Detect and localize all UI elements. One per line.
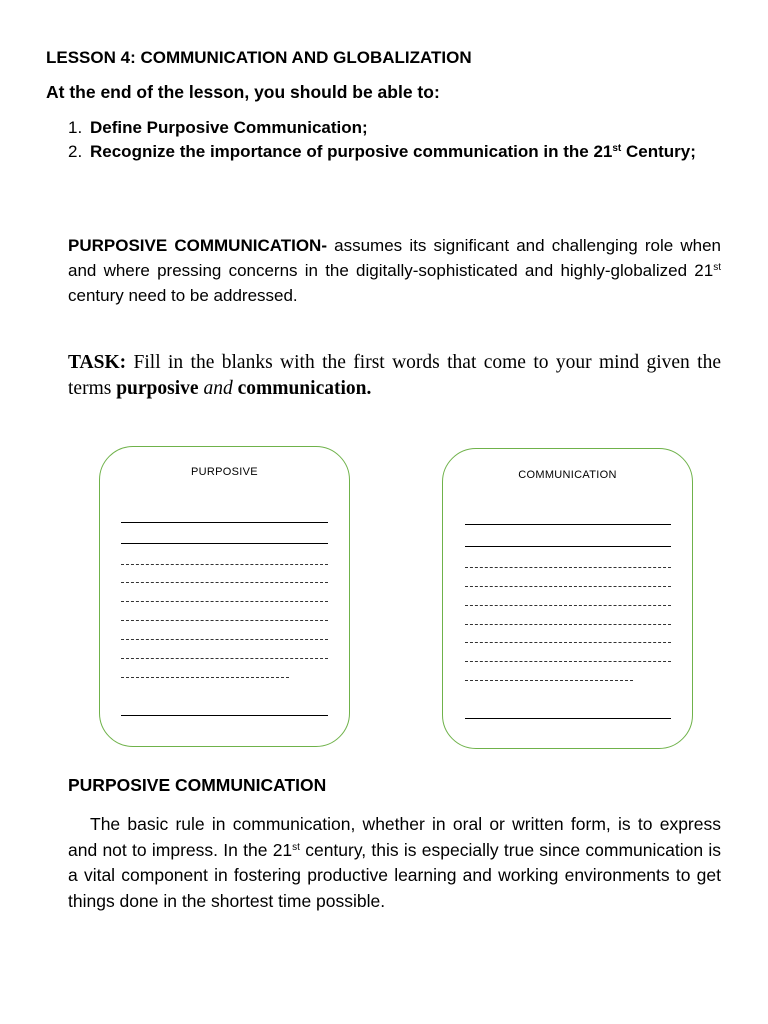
blank-line[interactable] — [121, 715, 328, 716]
task-text: Fill in the blanks with the first words that come to your mind given the terms — [68, 352, 721, 399]
blank-line[interactable] — [465, 546, 671, 547]
blank-line[interactable] — [465, 661, 671, 662]
definition-paragraph — [68, 233, 721, 308]
blank-line[interactable] — [121, 601, 328, 602]
paragraph-text-end: century, this is especially true since communication is a vital component in fostering productive learning and working environments to get things done in the shortest time possible. — [68, 839, 721, 911]
definition-text: assumes its significant and challenging role when and where pressing concerns in the digitally-sophisticated and highly-globalized 21 — [68, 236, 721, 280]
blank-line[interactable] — [121, 543, 328, 544]
blank-line[interactable] — [465, 605, 671, 606]
objectives-list — [68, 116, 723, 164]
blank-line[interactable] — [121, 620, 328, 621]
task-term-communication: communication. — [237, 378, 372, 399]
section-heading: PURPOSIVE COMMUNICATION — [68, 775, 327, 795]
list-item — [68, 140, 723, 164]
task-instructions — [68, 350, 721, 402]
communication-box — [442, 448, 693, 749]
paragraph-text: The basic rule in communication, whether in oral or written form, is to express and not to impress. In the 21 — [68, 814, 721, 860]
blank-line[interactable] — [465, 586, 671, 587]
task-label: TASK: — [68, 352, 127, 373]
task-term-purposive: purposive — [116, 378, 199, 399]
objectives-intro: At the end of the lesson, you should be able to: — [46, 82, 440, 102]
task-conjunction: and — [198, 378, 238, 399]
lesson-title: LESSON 4: COMMUNICATION AND GLOBALIZATION — [46, 48, 472, 67]
list-number: 1. — [68, 118, 83, 137]
blank-line[interactable] — [121, 639, 328, 640]
objective-text: Define Purposive Communication; — [90, 118, 368, 137]
purposive-box — [99, 446, 350, 747]
blank-line[interactable] — [121, 522, 328, 523]
definition-text-end: century need to be addressed. — [68, 286, 298, 305]
superscript: st — [612, 143, 622, 154]
blank-line[interactable] — [465, 624, 671, 625]
blank-line[interactable] — [465, 680, 633, 681]
blank-line[interactable] — [465, 718, 671, 719]
box-title: PURPOSIVE — [191, 466, 258, 478]
body-paragraph — [68, 812, 721, 914]
list-number: 2. — [68, 142, 83, 161]
objective-text: Recognize the importance of purposive communication in the 21 — [90, 142, 613, 161]
blank-line[interactable] — [121, 658, 328, 659]
list-item — [68, 116, 723, 140]
superscript: st — [713, 262, 721, 273]
objective-text-end: Century; — [621, 142, 696, 161]
blank-line[interactable] — [121, 564, 328, 565]
box-title: COMMUNICATION — [518, 469, 617, 481]
blank-line[interactable] — [121, 677, 289, 678]
superscript: st — [292, 841, 300, 853]
blank-line[interactable] — [465, 642, 671, 643]
definition-term: PURPOSIVE COMMUNICATION- — [68, 236, 327, 255]
blank-line[interactable] — [121, 582, 328, 583]
blank-line[interactable] — [465, 567, 671, 568]
blank-line[interactable] — [465, 524, 671, 525]
